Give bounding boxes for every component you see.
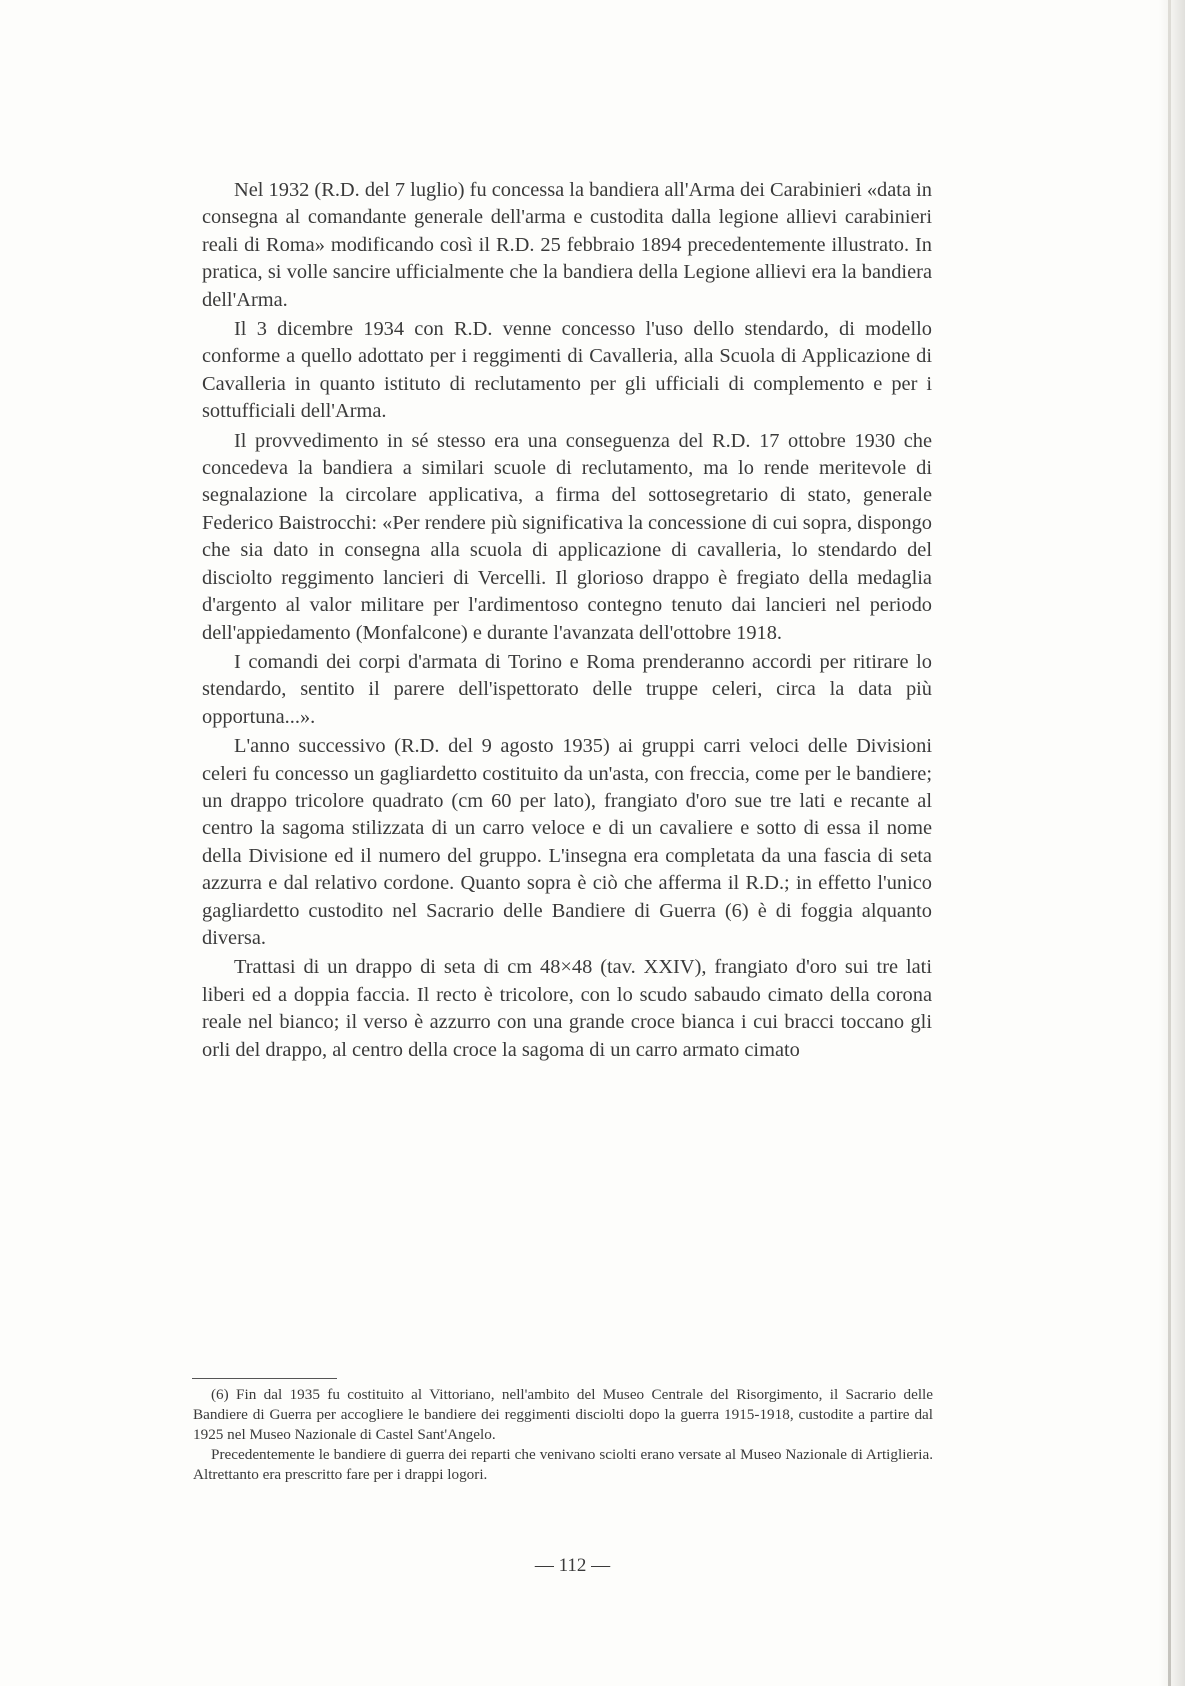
footnotes <box>193 1385 933 1485</box>
paragraph: Nel 1932 (R.D. del 7 luglio) fu concessa la bandiera all'Arma dei Carabinieri «data in consegna al comandante generale dell'arma e custodita dalla legione allievi carabinieri reali di Roma» modificando così il R.D. 25 febbraio 1894 precedentemente illustrato. In pratica, si volle sancire ufficialmente che la bandiera della Legione allievi era la bandiera dell'Arma. <box>202 179 932 311</box>
paragraph: L'anno successivo (R.D. del 9 agosto 1935) ai gruppi carri veloci delle Divisioni celeri fu concesso un gagliardetto costituito da un'asta, con freccia, come per le bandiere; un drappo tricolore quadrato (cm 60 per lato), frangiato d'oro sue tre lati e recante al centro la sagoma stilizzata di un carro veloce e di un cavaliere e sotto di essa il nome della Divisione ed il numero del gruppo. L'insegna era completata da una fascia di seta azzurra e dal relativo cordone. Quanto sopra è ciò che afferma il R.D.; in effetto l'unico gagliardetto custodito nel Sacrario delle Bandiere di Guerra (6) è di foggia alquanto diversa. <box>202 735 932 949</box>
page-number: — 112 — <box>534 1555 611 1576</box>
paragraph: I comandi dei corpi d'armata di Torino e Roma prenderanno accordi per ritirare lo stendardo, sentito il parere dell'ispettorato delle truppe celeri, circa la data più opportuna...». <box>202 650 932 728</box>
footnote: Precedentemente le bandiere di guerra dei reparti che venivano sciolti erano versate al Museo Nazionale di Artiglieria. Altrettanto era prescritto fare per i drappi logori. <box>193 1446 933 1483</box>
main-text <box>202 177 932 1064</box>
footnote: (6) Fin dal 1935 fu costituito al Vittoriano, nell'ambito del Museo Centrale del Risorgimento, il Sacrario delle Bandiere di Guerra per accogliere le bandiere dei reggimenti disciolti dopo la guerra 1915-1918, custodite a partire dal 1925 nel Museo Nazionale di Castel Sant'Angelo. <box>193 1386 933 1443</box>
paragraph: Il 3 dicembre 1934 con R.D. venne concesso l'uso dello stendardo, di modello conforme a quello adottato per i reggimenti di Cavalleria, alla Scuola di Applicazione di Cavalleria in quanto istituto di reclutamento per gli ufficiali di complemento e per i sottufficiali dell'Arma. <box>202 318 932 423</box>
paragraph: Il provvedimento in sé stesso era una conseguenza del R.D. 17 ottobre 1930 che concedeva la bandiera a similari scuole di reclutamento, ma lo rende meritevole di segnalazione la circolare applicativa, a firma del sottosegretario di stato, generale Federico Baistrocchi: «Per rendere più significativa la concessione di cui sopra, dispongo che sia dato in consegna alla scuola di applicazione di cavalleria, lo stendardo del disciolto reggimento lancieri di Vercelli. Il glorioso drappo è fregiato della medaglia d'argento al valor militare per l'ardimentoso contegno tenuto dai lancieri nel periodo dell'appiedamento (Monfalcone) e durante l'avanzata dell'ottobre 1918. <box>202 429 932 644</box>
page-edge-shadow <box>1159 0 1185 1686</box>
footnote-separator <box>192 1378 337 1379</box>
page-binding-edge <box>1168 0 1171 1686</box>
paragraph: Trattasi di un drappo di seta di cm 48×48 (tav. XXIV), frangiato d'oro sui tre lati liberi ed a doppia faccia. Il recto è tricolore, con lo scudo sabaudo cimato della corona reale nel bianco; il verso è azzurro con una grande croce bianca i cui bracci toccano gli orli del drappo, al centro della croce la sagoma di un carro armato cimato <box>202 956 932 1061</box>
